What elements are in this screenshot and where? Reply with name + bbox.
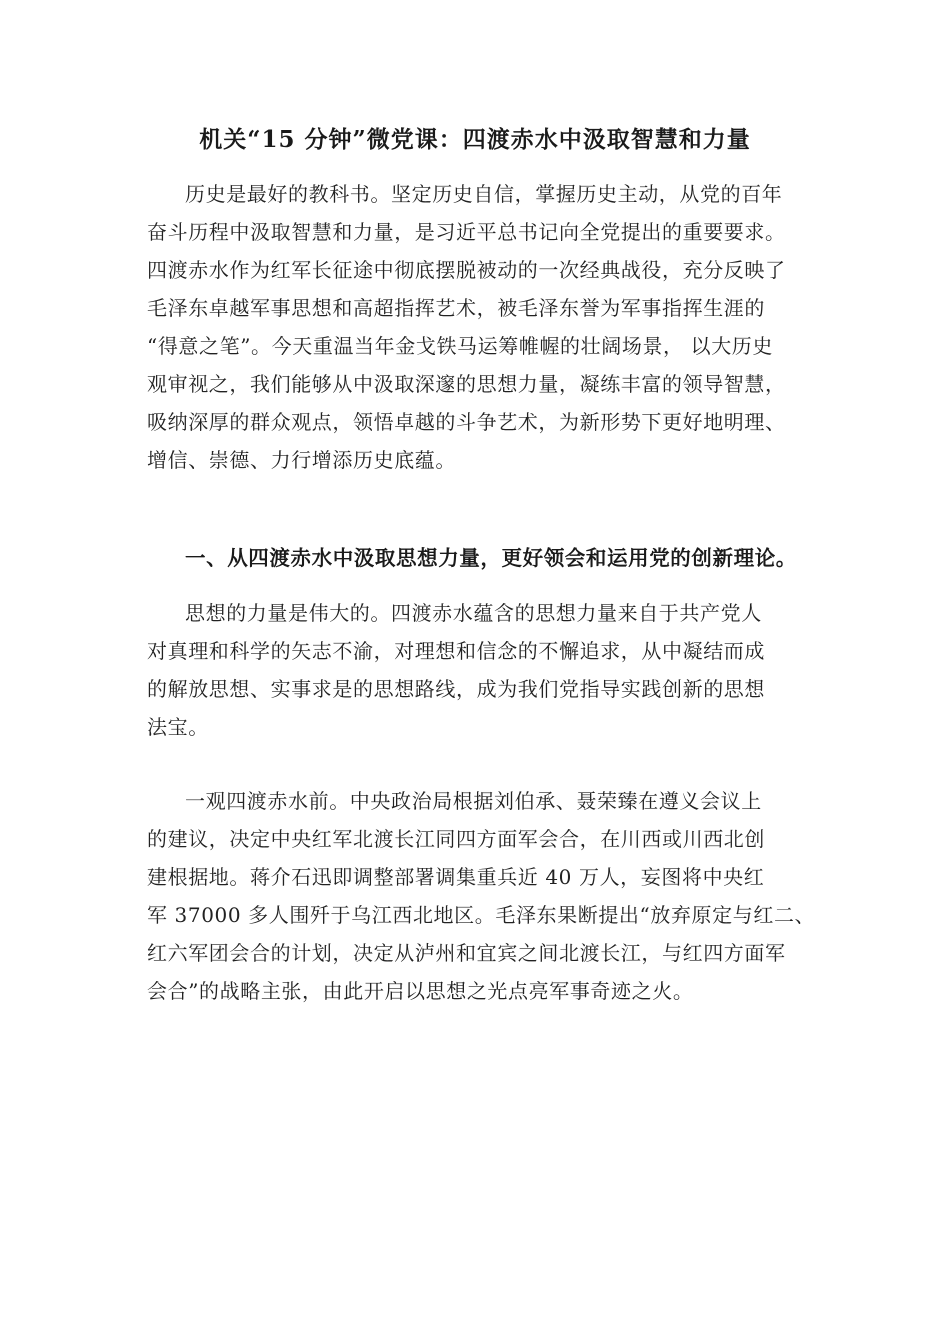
text-line: 四渡赤水作为红军长征途中彻底摆脱被动的一次经典战役，充分反映了 bbox=[147, 258, 786, 282]
text-line: 历史是最好的教科书。坚定历史自信，掌握历史主动，从党的百年 bbox=[185, 182, 783, 206]
text-line: 法宝。 bbox=[147, 715, 209, 739]
paragraph-before-crossing bbox=[147, 782, 847, 1010]
text-line: 的建议，决定中央红军北渡长江同四方面军会合，在川西或川西北创 bbox=[147, 827, 765, 851]
text-line: 增信、崇德、力行增添历史底蕴。 bbox=[147, 448, 456, 472]
paragraph-thought-power bbox=[147, 594, 847, 746]
text-line: 会合”的战略主张，由此开启以思想之光点亮军事奇迹之火。 bbox=[147, 979, 694, 1003]
section-heading bbox=[147, 539, 847, 577]
text-line: 吸纳深厚的群众观点，领悟卓越的斗争艺术，为新形势下更好地明理、 bbox=[147, 410, 786, 434]
text-line: 军 37000 多人围歼于乌江西北地区。毛泽东果断提出“放弃原定与红二、 bbox=[147, 903, 816, 927]
section-heading-text: 一、从四渡赤水中汲取思想力量，更好领会和运用党的创新理论。 bbox=[185, 546, 797, 570]
text-line: “得意之笔”。今天重温当年金戈铁马运筹帷幄的壮阔场景， 以大历史 bbox=[147, 334, 774, 358]
text-line: 毛泽东卓越军事思想和高超指挥艺术，被毛泽东誉为军事指挥生涯的 bbox=[147, 296, 765, 320]
text-line: 建根据地。蒋介石迅即调整部署调集重兵近 40 万人，妄图将中央红 bbox=[147, 865, 765, 889]
text-line: 观审视之，我们能够从中汲取深邃的思想力量，凝练丰富的领导智慧， bbox=[147, 372, 786, 396]
text-line: 一观四渡赤水前。中央政治局根据刘伯承、聂荣臻在遵义会议上 bbox=[185, 789, 762, 813]
text-line: 奋斗历程中汲取智慧和力量，是习近平总书记向全党提出的重要要求。 bbox=[147, 220, 786, 244]
text-line: 对真理和科学的矢志不渝，对理想和信念的不懈追求，从中凝结而成 bbox=[147, 639, 765, 663]
text-line: 的解放思想、实事求是的思想路线，成为我们党指导实践创新的思想 bbox=[147, 677, 765, 701]
document-title: 机关“15 分钟”微党课：四渡赤水中汲取智慧和力量 bbox=[199, 126, 751, 153]
paragraph-intro bbox=[147, 175, 847, 479]
text-line: 思想的力量是伟大的。四渡赤水蕴含的思想力量来自于共产党人 bbox=[185, 601, 762, 625]
text-line: 红六军团会合的计划，决定从泸州和宜宾之间北渡长江，与红四方面军 bbox=[147, 941, 786, 965]
